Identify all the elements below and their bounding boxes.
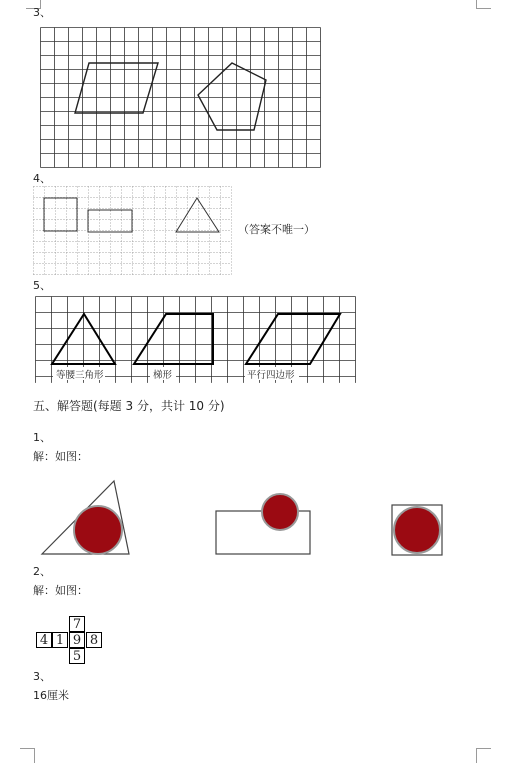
q4-note: （答案不唯一） — [238, 223, 315, 236]
a2-cell-row-2: 1 — [52, 632, 68, 648]
a2-cube-net — [36, 616, 106, 666]
a1-figures — [38, 476, 448, 564]
q5-label-isosceles-triangle: 等腰三角形 — [56, 370, 104, 381]
a2-number: 2、 — [33, 565, 51, 578]
q4-rectangle — [88, 210, 132, 232]
a2-cell-top: 7 — [69, 616, 85, 632]
section-heading: 五、解答题(每题 3 分，共计 10 分) — [33, 399, 225, 413]
q3-grid-figure — [40, 27, 322, 169]
q3-number: 3、 — [33, 6, 51, 19]
q5-trapezoid — [134, 314, 213, 364]
q5-number: 5、 — [33, 279, 51, 292]
crop-mark-top-right — [476, 0, 491, 9]
a2-cell-row-1: 4 — [36, 632, 52, 648]
q4-triangle — [176, 198, 219, 232]
a2-cell-row-4: 8 — [86, 632, 102, 648]
q3-parallelogram — [75, 63, 158, 113]
a2-text: 解：如图： — [33, 584, 88, 597]
q5-grid-figure — [35, 296, 359, 384]
crop-mark-bottom-left — [20, 748, 35, 763]
a1-circle-in-square — [394, 507, 440, 553]
a1-circle-in-triangle — [74, 506, 122, 554]
q4-dot-grid-figure — [33, 186, 233, 276]
a1-text: 解：如图： — [33, 450, 88, 463]
q5-label-parallelogram: 平行四边形 — [247, 370, 295, 381]
a3-number: 3、 — [33, 670, 51, 683]
a1-circle-on-rectangle — [262, 494, 298, 530]
a2-cell-row-3: 9 — [69, 632, 85, 648]
q3-grid — [41, 28, 321, 168]
crop-mark-bottom-right — [476, 748, 491, 763]
a1-number: 1、 — [33, 431, 51, 444]
a3-answer: 16厘米 — [33, 689, 69, 702]
q5-label-trapezoid: 梯形 — [153, 370, 173, 381]
q4-number: 4、 — [33, 172, 51, 185]
q5-parallelogram — [246, 314, 340, 364]
q4-square — [44, 198, 77, 231]
a2-cell-bottom: 5 — [69, 648, 85, 664]
